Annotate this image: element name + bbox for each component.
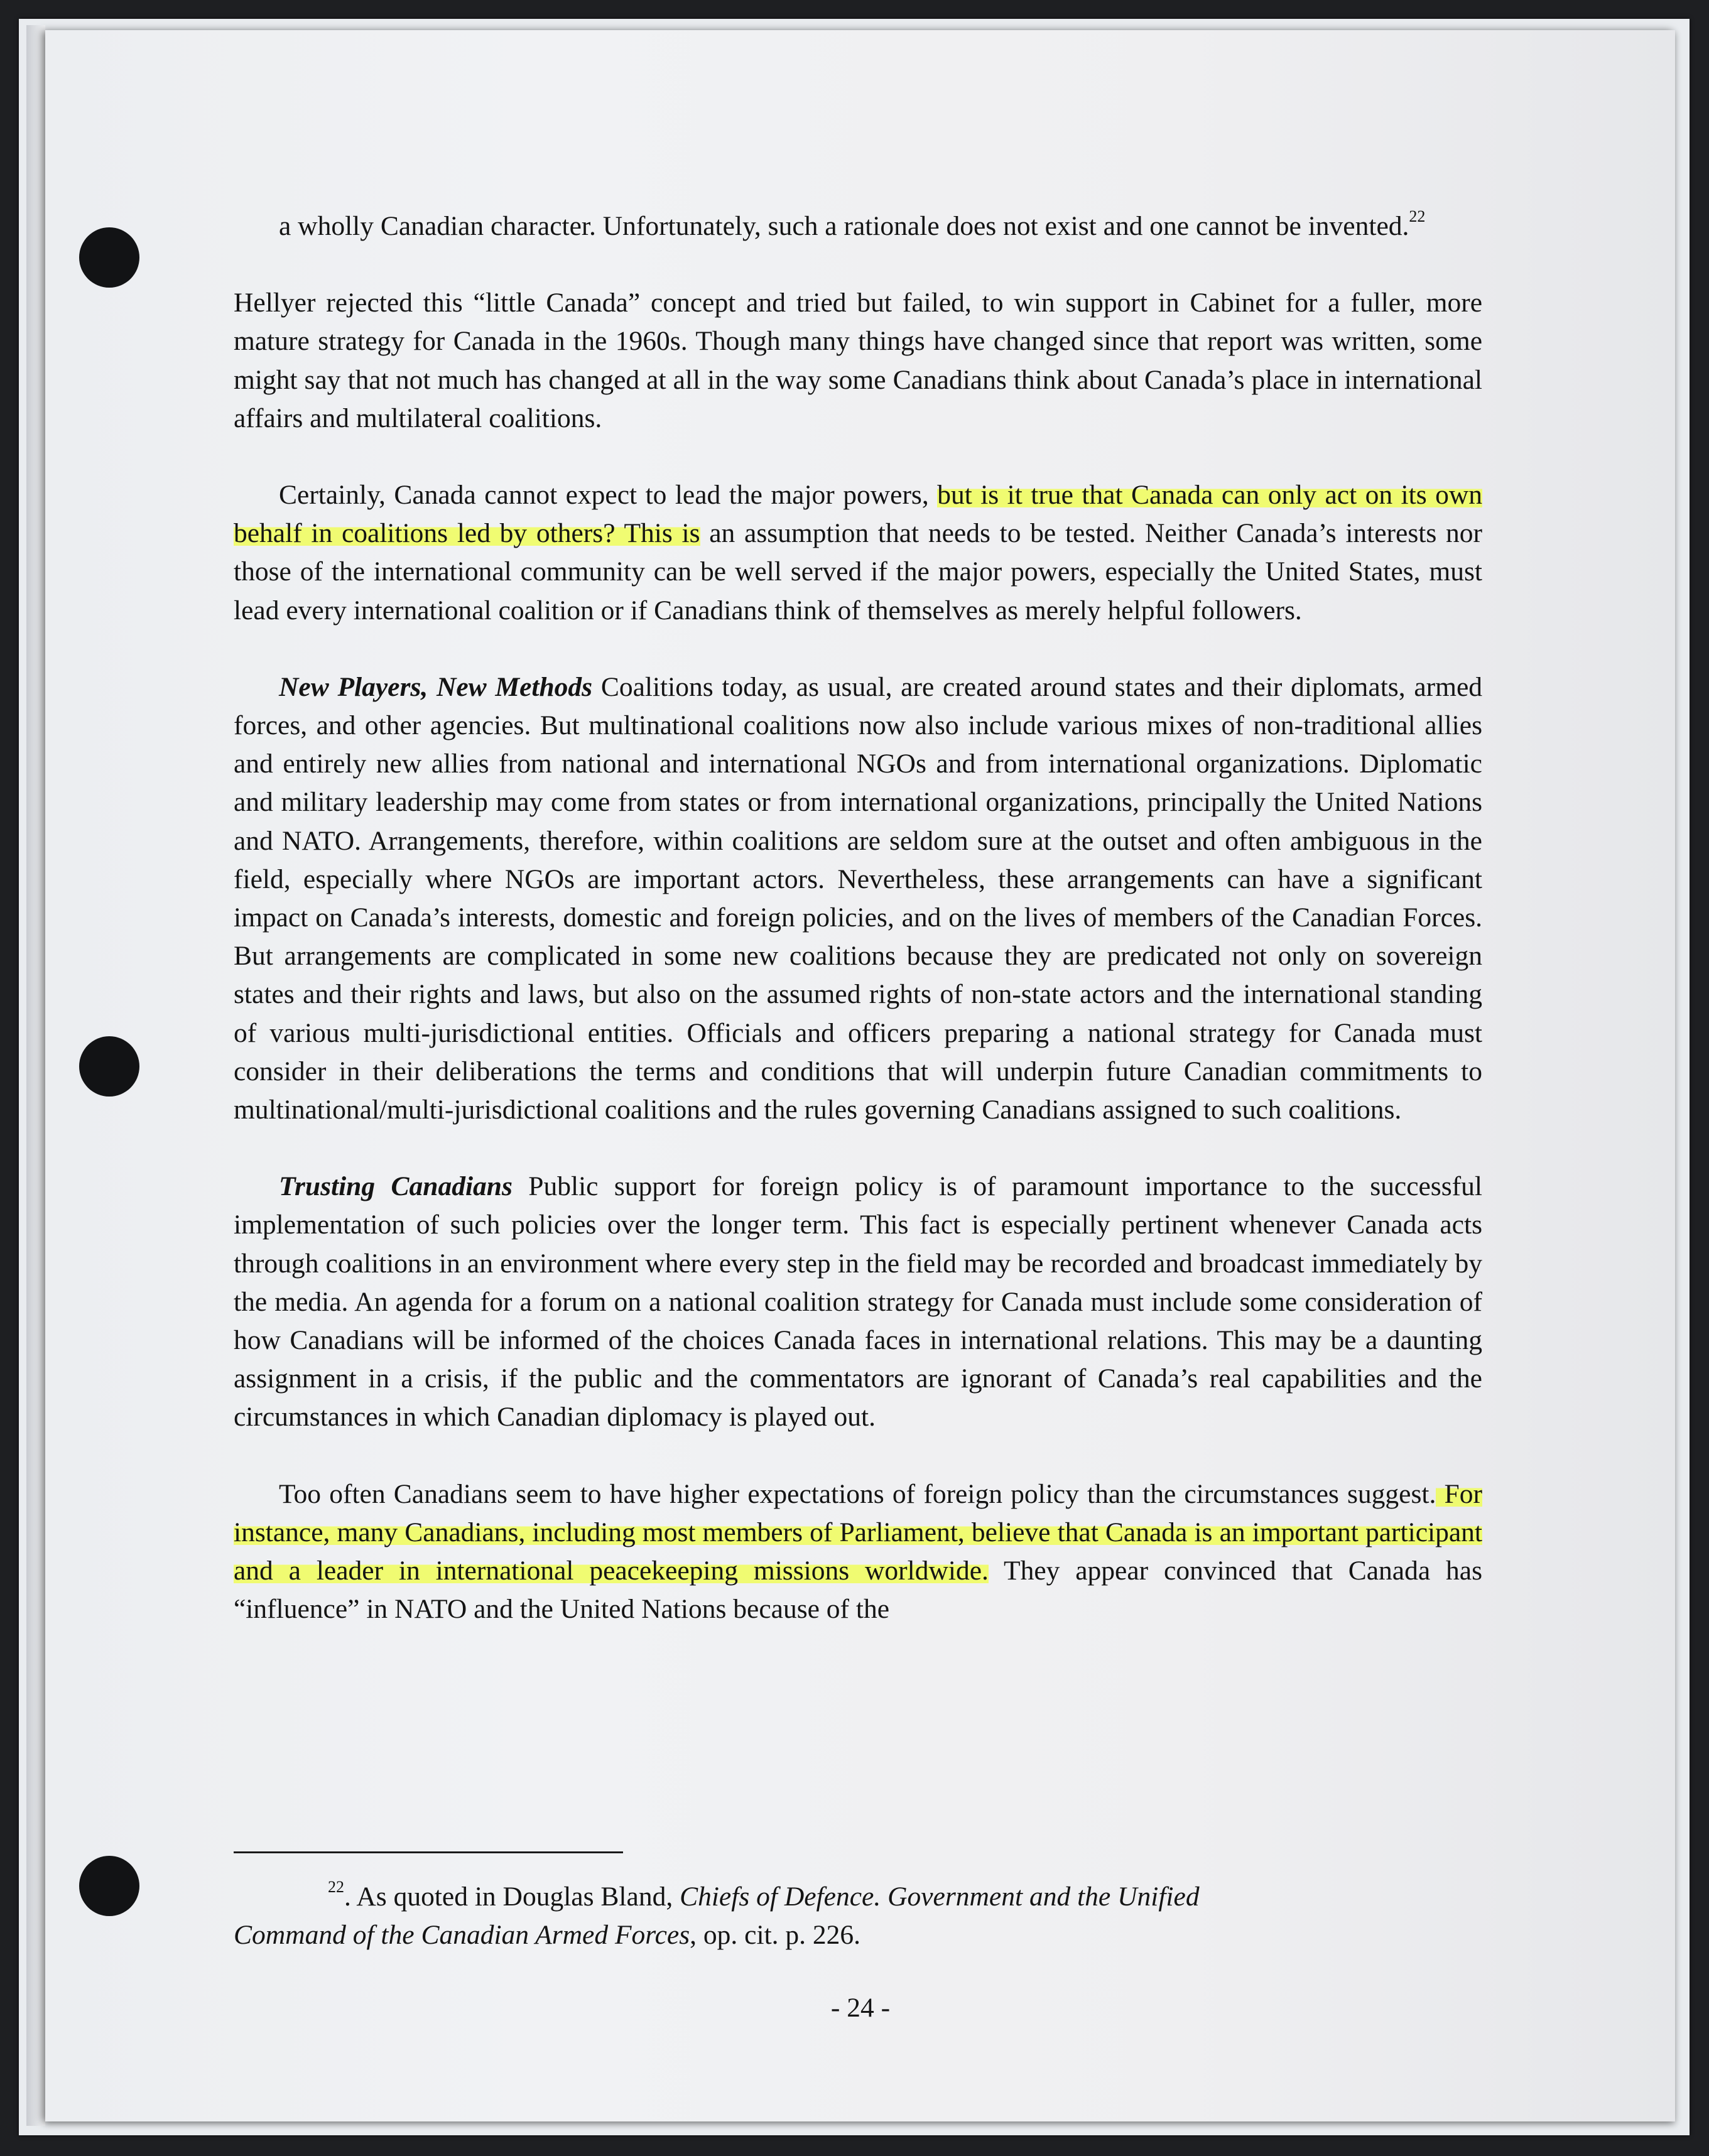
paragraph-too-often [234, 1475, 1482, 1629]
footnote-title: Command of the Canadian Armed Forces [234, 1920, 690, 1950]
paragraph-certainly [234, 476, 1482, 630]
footnote [234, 1878, 1482, 1954]
footnote-marker: 22 [328, 1878, 344, 1897]
paragraph-text: a wholly Canadian character. Unfortunately, such a rationale does not exist and one cannot be invented. [279, 211, 1409, 241]
footnote-title: Chiefs of Defence. Government and the Unified [680, 1882, 1200, 1912]
footnote-text: . As quoted in Douglas Bland, [344, 1882, 680, 1912]
highlighted-text: For instance, many Canadians, including most members of Parliament, believe that Canada is an important participant and a leader in international peacekeeping missions worldwide. [234, 1478, 1482, 1586]
paragraph-trusting-canadians [234, 1167, 1482, 1436]
paragraph-text: They appear convinced that Canada has “influence” in NATO and the United Nations because of the [234, 1556, 1482, 1625]
footnote-line [234, 1916, 1482, 1954]
paragraph-text: Hellyer rejected this “little Canada” concept and tried but failed, to win support in Cabinet for a fuller, more mature strategy for Canada in the 1960s. Though many things have changed since that report was written, some might say that not much has changed at all in the way some Canadians think about Canada’s place in international affairs and multilateral coalitions. [234, 288, 1482, 433]
paragraph-text: Certainly, Canada cannot expect to lead the major powers, [279, 480, 938, 511]
paragraph-text: an assumption that needs to be tested. Neither Canada’s interests nor those of the international community can be well served if the major powers, especially the United States, must lead every international coalition or if Canadians think of themselves as merely helpful followers. [234, 518, 1482, 626]
section-heading: Trusting Canadians [279, 1171, 513, 1202]
punch-hole [79, 227, 139, 288]
paragraph-text: Too often Canadians seem to have higher expectations of foreign policy than the circumstances suggest. [279, 1478, 1436, 1509]
paragraph-continuation [234, 207, 1482, 246]
highlighted-text: but is it true that Canada can only act on its own behalf in coalitions led by others? This is [234, 480, 1482, 549]
paragraph-new-players [234, 668, 1482, 1129]
footnote-line [234, 1878, 1482, 1916]
footnote-rule [234, 1851, 623, 1853]
paragraph-text: Coalitions today, as usual, are created around states and their diplomats, armed forces, and other agencies. But multinational coalitions now also include various mixes of non-traditional allies and entirely new allies from national and international NGOs and from international organizations. Diplomatic and military leadership may come from states or from international organizations, principally the United Nations and NATO. Arrangements, therefore, within coalitions are seldom sure at the outset and often ambiguous in the field, especially where NGOs are important actors. Nevertheless, these arrangements can have a significant impact on Canada’s interests, domestic and foreign policies, and on the lives of members of the Canadian Forces. But arrangements are complicated in some new coalitions because they are predicated not only on sovereign states and their rights and laws, but also on the assumed rights of non-state actors and the international standing of various multi-jurisdictional entities. Officials and officers preparing a national strategy for Canada must consider in their deliberations the terms and conditions that will underpin future Canadian commitments to multinational/multi-jurisdictional coalitions and the rules governing Canadians assigned to such coalitions. [234, 671, 1482, 1125]
paragraph-text: Public support for foreign policy is of paramount importance to the successful implementation of such policies over the longer term. This fact is especially pertinent whenever Canada acts through coalitions in an environment where every step in the field may be recorded and broadcast immediately by the media. An agenda for a forum on a national coalition strategy for Canada must include some consideration of how Canadians will be informed of the choices Canada faces in international relations. This may be a daunting assignment in a crisis, if the public and the commentators are ignorant of Canada’s real capabilities and the circumstances in which Canadian diplomacy is played out. [234, 1171, 1482, 1433]
footnote-reference: 22 [1409, 207, 1426, 226]
page-number: - 24 - [830, 1993, 891, 2023]
binder-edge [26, 25, 45, 2126]
body-text [234, 207, 1482, 1629]
punch-hole [79, 1036, 139, 1097]
footnote-text: , op. cit. p. 226. [690, 1920, 861, 1950]
punch-hole [79, 1856, 139, 1916]
section-heading: New Players, New Methods [279, 671, 593, 702]
paragraph-hellyer [234, 284, 1482, 438]
